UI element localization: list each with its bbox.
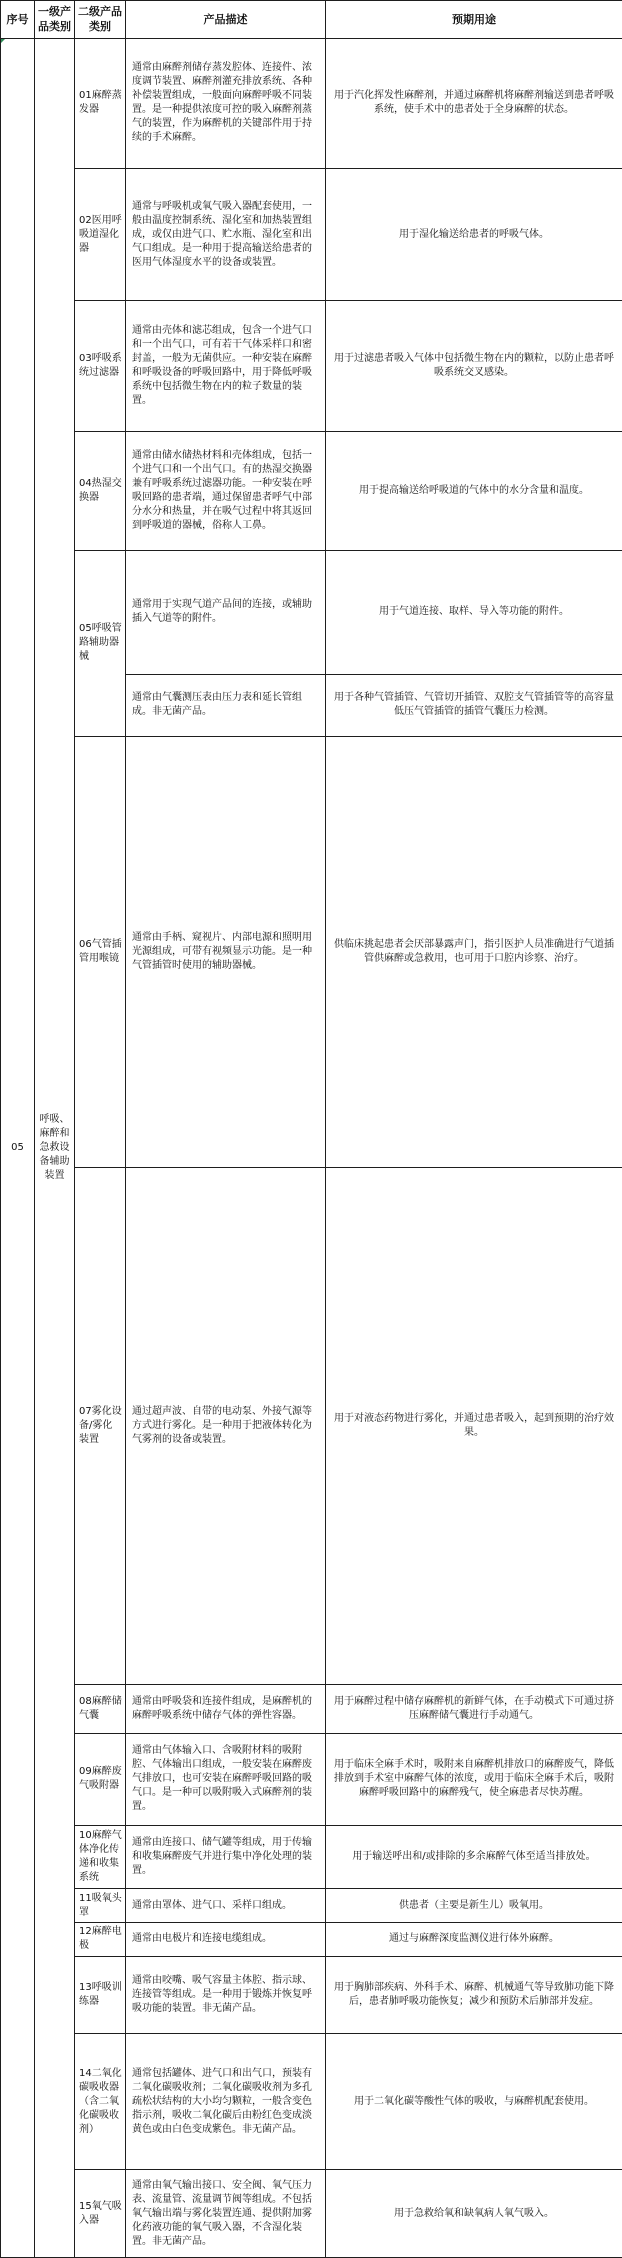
intended-use-cell: 用于提高输送给呼吸道的气体中的水分含量和温度。 bbox=[326, 431, 622, 550]
header-product-description: 产品描述 bbox=[126, 1, 326, 39]
secondary-category-cell: 15氧气吸入器 bbox=[75, 2170, 126, 2258]
secondary-category-cell: 05呼吸管路辅助器械 bbox=[75, 550, 126, 736]
intended-use-cell: 用于二氧化碳等酸性气体的吸收，与麻醉机配套使用。 bbox=[326, 2033, 622, 2169]
table-row bbox=[1, 168, 622, 300]
intended-use-cell: 用于急救给氧和缺氧病人氧气吸入。 bbox=[326, 2170, 622, 2258]
intended-use-cell: 用于过滤患者吸入气体中包括微生物在内的颗粒，以防止患者呼吸系统交叉感染。 bbox=[326, 301, 622, 431]
intended-use-cell: 用于各种气管插管、气管切开插管、双腔支气管插管等的高容量低压气管插管的插管气囊压力检测。 bbox=[326, 674, 622, 736]
description-cell: 通常由麻醉剂储存蒸发腔体、连接件、浓度调节装置、麻醉剂灌充排放系统、各种补偿装置组成，一般面向麻醉呼吸不同装置。是一种提供浓度可控的吸入麻醉剂蒸气的装置，作为麻醉机的关键部件用于持续的手术麻醉。 bbox=[126, 38, 326, 168]
secondary-category-cell: 08麻醉储气囊 bbox=[75, 1684, 126, 1733]
intended-use-cell: 通过与麻醉深度监测仪进行体外麻醉。 bbox=[326, 1922, 622, 1956]
table-row bbox=[1, 431, 622, 550]
intended-use-cell: 用于汽化挥发性麻醉剂，并通过麻醉机将麻醉剂输送到患者呼吸系统，使手术中的患者处于全身麻醉的状态。 bbox=[326, 38, 622, 168]
table-row bbox=[1, 1956, 622, 2033]
intended-use-cell: 用于湿化输送给患者的呼吸气体。 bbox=[326, 168, 622, 300]
description-cell: 通常由手柄、窥视片、内部电源和照明用光源组成，可带有视频显示功能。是一种气管插管时使用的辅助器械。 bbox=[126, 736, 326, 1167]
description-cell: 通常由咬嘴、吸气容量主体腔、指示球、连接管等组成。是一种用于锻炼并恢复呼吸功能的装置。非无菌产品。 bbox=[126, 1956, 326, 2033]
description-cell: 通常与呼吸机或氧气吸入器配套使用，一般由温度控制系统、湿化室和加热装置组成，或仅由进气口、贮水瓶、湿化室和出气口组成。是一种用于提高输送给患者的医用气体湿度水平的设备或装置。 bbox=[126, 168, 326, 300]
secondary-category-cell: 12麻醉电极 bbox=[75, 1922, 126, 1956]
secondary-category-cell: 02医用呼吸道湿化器 bbox=[75, 168, 126, 300]
header-serial-no: 序号 bbox=[1, 1, 35, 39]
description-cell: 通常由气体输入口、含吸附材料的吸附腔、气体输出口组成，一般安装在麻醉废气排放口，也可安装在麻醉呼吸回路的吸气口。是一种可以吸附吸入式麻醉剂的装置。 bbox=[126, 1733, 326, 1826]
description-cell: 通常包括罐体、进气口和出气口，预装有二氧化碳吸收剂；二氧化碳吸收剂为多孔疏松状结构的大小均匀颗粒，一般含变色指示剂，吸收二氧化碳后由粉红色变成淡黄色或由白色变成紫色。非无菌产品。 bbox=[126, 2033, 326, 2169]
table-row bbox=[1, 1922, 622, 1956]
description-cell: 通常由罩体、进气口、采样口组成。 bbox=[126, 1889, 326, 1923]
secondary-category-cell: 10麻醉气体净化传递和收集系统 bbox=[75, 1826, 126, 1889]
secondary-category-cell: 01麻醉蒸发器 bbox=[75, 38, 126, 168]
description-cell: 通过超声波、自带的电动泵、外接气源等方式进行雾化。是一种用于把液体转化为气雾剂的设备或装置。 bbox=[126, 1167, 326, 1684]
header-primary-category: 一级产品类别 bbox=[35, 1, 75, 39]
intended-use-cell: 用于气道连接、取样、导入等功能的附件。 bbox=[326, 550, 622, 674]
table-header-row bbox=[1, 1, 622, 39]
description-cell: 通常由气囊测压表由压力表和延长管组成。非无菌产品。 bbox=[126, 674, 326, 736]
description-cell: 通常由呼吸袋和连接件组成，是麻醉机的麻醉呼吸系统中储存气体的弹性容器。 bbox=[126, 1684, 326, 1733]
serial-no-cell: 05 bbox=[1, 38, 35, 2257]
intended-use-cell: 用于胸肺部疾病、外科手术、麻醉、机械通气等导致肺功能下降后，患者肺呼吸功能恢复；减少和预防术后肺部并发症。 bbox=[326, 1956, 622, 2033]
secondary-category-cell: 14二氧化碳吸收器（含二氧化碳吸收剂） bbox=[75, 2033, 126, 2169]
description-cell: 通常由壳体和滤芯组成，包含一个进气口和一个出气口，可有若干气体采样口和密封盖，一般为无菌供应。一种安装在麻醉和呼吸设备的呼吸回路中，用于降低呼吸系统中包括微生物在内的粒子数量的装置。 bbox=[126, 301, 326, 431]
description-cell: 通常用于实现气道产品间的连接，或辅助插入气道等的附件。 bbox=[126, 550, 326, 674]
secondary-category-cell: 06气管插管用喉镜 bbox=[75, 736, 126, 1167]
description-cell: 通常由连接口、储气罐等组成，用于传输和收集麻醉废气并进行集中净化处理的装置。 bbox=[126, 1826, 326, 1889]
table-row bbox=[1, 301, 622, 431]
table-row bbox=[1, 1684, 622, 1733]
header-intended-use: 预期用途 bbox=[326, 1, 622, 39]
intended-use-cell: 用于临床全麻手术时，吸附来自麻醉机排放口的麻醉废气，降低排放到手术室中麻醉气体的浓度，或用于临床全麻手术后，吸附麻醉呼吸回路中的麻醉残气，使全麻患者尽快苏醒。 bbox=[326, 1733, 622, 1826]
table-row bbox=[1, 1889, 622, 1923]
table-row bbox=[1, 550, 622, 674]
intended-use-cell: 供患者（主要是新生儿）吸氧用。 bbox=[326, 1889, 622, 1923]
secondary-category-cell: 11吸氧头罩 bbox=[75, 1889, 126, 1923]
table-row bbox=[1, 736, 622, 1167]
header-secondary-category: 二级产品类别 bbox=[75, 1, 126, 39]
secondary-category-cell: 03呼吸系统过滤器 bbox=[75, 301, 126, 431]
table-row bbox=[1, 1733, 622, 1826]
secondary-category-cell: 13呼吸训练器 bbox=[75, 1956, 126, 2033]
secondary-category-cell: 09麻醉废气吸附器 bbox=[75, 1733, 126, 1826]
secondary-category-cell: 04热湿交换器 bbox=[75, 431, 126, 550]
description-cell: 通常由电极片和连接电缆组成。 bbox=[126, 1922, 326, 1956]
table-row bbox=[1, 1826, 622, 1889]
intended-use-cell: 用于输送呼出和/或排除的多余麻醉气体至适当排放处。 bbox=[326, 1826, 622, 1889]
table-row bbox=[1, 2033, 622, 2169]
intended-use-cell: 用于麻醉过程中储存麻醉机的新鲜气体，在手动模式下可通过挤压麻醉储气囊进行手动通气。 bbox=[326, 1684, 622, 1733]
primary-category-cell: 呼吸、麻醉和急救设备辅助装置 bbox=[35, 38, 75, 2257]
table-row bbox=[1, 2170, 622, 2258]
intended-use-cell: 供临床挑起患者会厌部暴露声门，指引医护人员准确进行气道插管供麻醉或急救用，也可用于口腔内诊察、治疗。 bbox=[326, 736, 622, 1167]
intended-use-cell: 用于对液态药物进行雾化，并通过患者吸入，起到预期的治疗效果。 bbox=[326, 1167, 622, 1684]
table-row bbox=[1, 1167, 622, 1684]
description-cell: 通常由氧气输出接口、安全阀、氧气压力表、流量管、流量调节阀等组成。不包括氧气输出端与雾化装置连通、提供附加雾化药液功能的氧气吸入器，不含湿化装置。非无菌产品。 bbox=[126, 2170, 326, 2258]
secondary-category-cell: 07雾化设备/雾化装置 bbox=[75, 1167, 126, 1684]
table-row bbox=[1, 38, 622, 168]
description-cell: 通常由储水储热材料和壳体组成，包括一个进气口和一个出气口。有的热湿交换器兼有呼吸系统过滤器功能。一种安装在呼吸回路的患者端，通过保留患者呼气中部分水分和热量，并在吸气过程中将其返回到呼吸道的器械，俗称人工鼻。 bbox=[126, 431, 326, 550]
